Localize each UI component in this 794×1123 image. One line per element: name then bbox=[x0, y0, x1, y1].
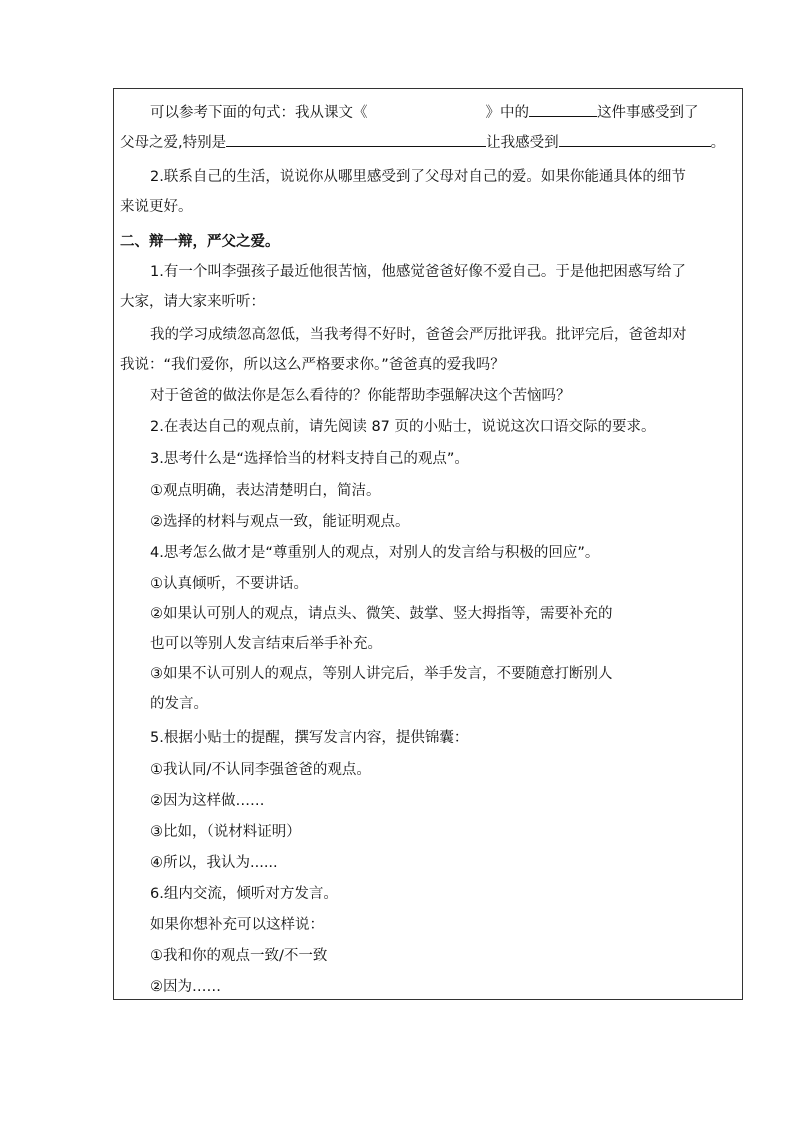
story-line-2: 我说：“我们爱你，所以这么严格要求你。”爸爸真的爱我吗？ bbox=[120, 357, 505, 373]
p3b-line: ②选择的材料与观点一致，能证明观点。 bbox=[150, 514, 410, 530]
blank-especially[interactable] bbox=[226, 132, 486, 147]
p3a-line: ①观点明确，表达清楚明白，简洁。 bbox=[150, 483, 381, 499]
p6-intro-line: 如果你想补充可以这样说： bbox=[150, 917, 324, 933]
p3-line: 3.思考什么是“选择恰当的材料支持自己的观点”。 bbox=[150, 451, 469, 467]
p6-line: 6.组内交流，倾听对方发言。 bbox=[150, 886, 338, 902]
p1-line-1: 1.有一个叫李强孩子最近他很苦恼，他感觉爸爸好像不爱自己。于是他把困惑写给了 bbox=[150, 264, 686, 280]
sentence-template-line-2: 父母之爱,特别是 让我感受到 。 bbox=[120, 132, 725, 153]
question-line: 对于爸爸的做法你是怎么看待的？你能帮助李强解决这个苦恼吗？ bbox=[150, 388, 571, 404]
story-line-1: 我的学习成绩忽高忽低，当我考得不好时，爸爸会严厉批评我。批评完后，爸爸却对 bbox=[150, 327, 687, 343]
p4-line: 4.思考怎么做才是“尊重别人的观点，对别人的发言给与积极的回应”。 bbox=[150, 545, 600, 561]
blank-feeling[interactable] bbox=[559, 132, 711, 147]
p1-line-2: 大家，请大家来听听： bbox=[120, 294, 265, 310]
p5b-line: ②因为这样做…… bbox=[150, 793, 265, 809]
p4c-line-2: 的发言。 bbox=[150, 696, 208, 712]
p5c-line: ③比如，（说材料证明） bbox=[150, 824, 301, 840]
p4b-line-1: ②如果认可别人的观点，请点头、微笑、鼓掌、竖大拇指等，需要补充的 bbox=[150, 606, 613, 622]
p4b-line-2: 也可以等别人发言结束后举手补充。 bbox=[150, 636, 382, 652]
sentence-template-line-1: 可以参考下面的句式：我从课文《 》中的 这件事感受到了 bbox=[150, 102, 699, 123]
p6b-line: ②因为…… bbox=[150, 979, 221, 995]
p4a-line: ①认真倾听，不要讲话。 bbox=[150, 576, 308, 592]
item2-line-1: 2.联系自己的生活，说说你从哪里感受到了父母对自己的爱。如果你能通具体的细节 bbox=[150, 169, 686, 185]
p2-line: 2.在表达自己的观点前，请先阅读 87 页的小贴士，说说这次口语交际的要求。 bbox=[150, 419, 656, 435]
p5d-line: ④所以，我认为...... bbox=[150, 855, 278, 871]
section-heading: 二、辩一辩，严父之爱。 bbox=[120, 234, 280, 250]
item2-line-2: 来说更好。 bbox=[120, 199, 193, 215]
blank-event[interactable] bbox=[529, 102, 597, 117]
p6a-line: ①我和你的观点一致/不一致 bbox=[150, 948, 328, 964]
p5-line: 5.根据小贴士的提醒，撰写发言内容，提供锦囊： bbox=[150, 730, 469, 746]
p4c-line-1: ③如果不认可别人的观点，等别人讲完后，举手发言，不要随意打断别人 bbox=[150, 666, 613, 682]
p5a-line: ①我认同/不认同李强爸爸的观点。 bbox=[150, 762, 371, 778]
